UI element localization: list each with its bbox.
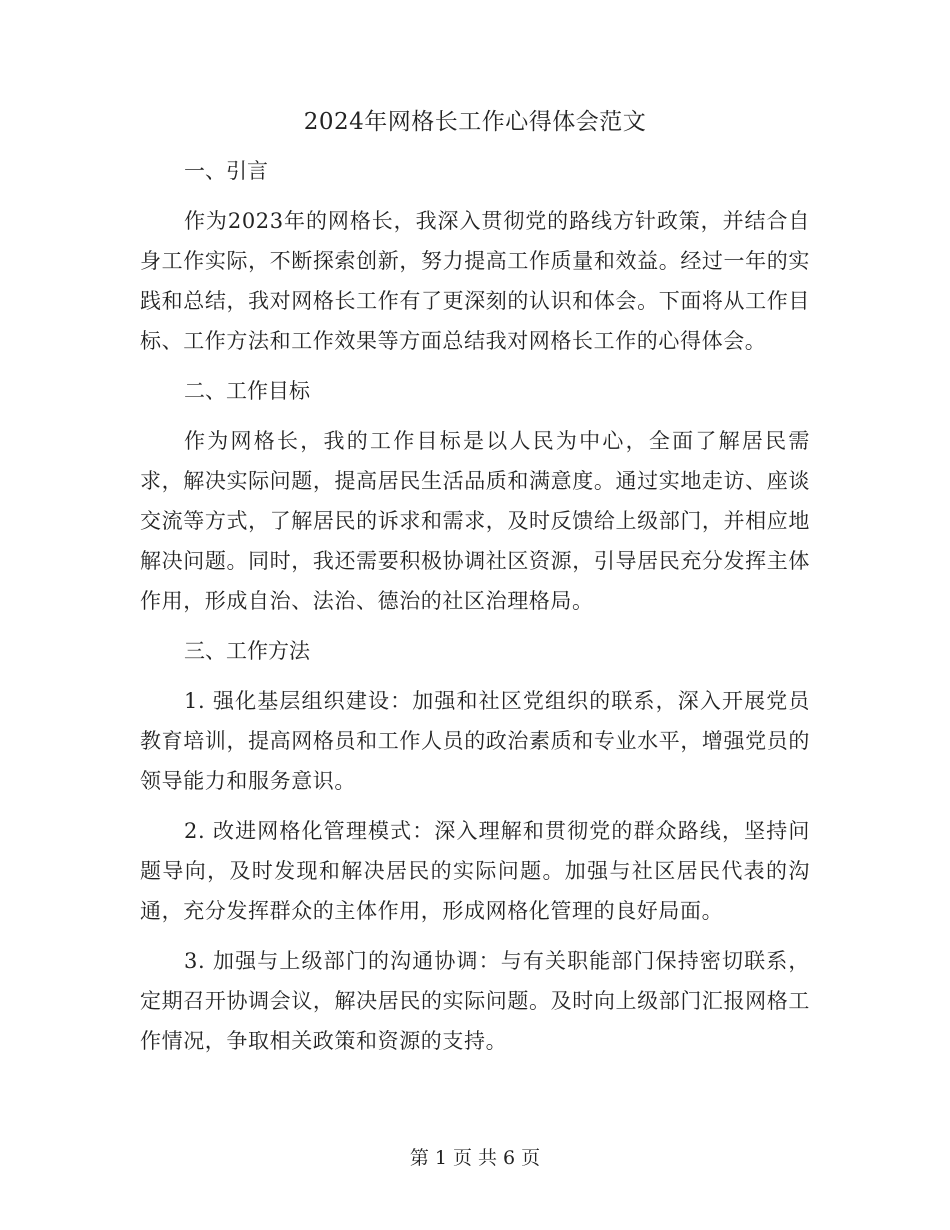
paragraph-method-1: 1. 强化基层组织建设：加强和社区党组织的联系，深入开展党员教育培训，提高网格员和工作人员的政治素质和专业水平，增强党员的领导能力和服务意识。	[140, 689, 810, 793]
document-title: 2024年网格长工作心得体会范文	[303, 109, 647, 135]
document-body	[140, 151, 810, 1071]
paragraph-method-3: 3. 加强与上级部门的沟通协调：与有关职能部门保持密切联系，定期召开协调会议，解决居民的实际问题。及时向上级部门汇报网格工作情况，争取相关政策和资源的支持。	[140, 949, 810, 1053]
paragraph-introduction: 作为2023年的网格长，我深入贯彻党的路线方针政策，并结合自身工作实际，不断探索创新，努力提高工作质量和效益。经过一年的实践和总结，我对网格长工作有了更深刻的认识和体会。下面将从工作目标、工作方法和工作效果等方面总结我对网格长工作的心得体会。	[140, 209, 810, 353]
section-heading-work-methods: 三、工作方法	[184, 639, 310, 663]
page-number-footer: 第 1 页 共 6 页	[409, 1147, 541, 1169]
section-heading-introduction: 一、引言	[184, 159, 268, 183]
paragraph-work-goals: 作为网格长，我的工作目标是以人民为中心，全面了解居民需求，解决实际问题，提高居民生活品质和满意度。通过实地走访、座谈交流等方式，了解居民的诉求和需求，及时反馈给上级部门，并相应地解决问题。同时，我还需要积极协调社区资源，引导居民充分发挥主体作用，形成自治、法治、德治的社区治理格局。	[140, 429, 810, 613]
section-heading-work-goals: 二、工作目标	[184, 379, 310, 403]
paragraph-method-2: 2. 改进网格化管理模式：深入理解和贯彻党的群众路线，坚持问题导向，及时发现和解决居民的实际问题。加强与社区居民代表的沟通，充分发挥群众的主体作用，形成网格化管理的良好局面。	[140, 819, 810, 923]
